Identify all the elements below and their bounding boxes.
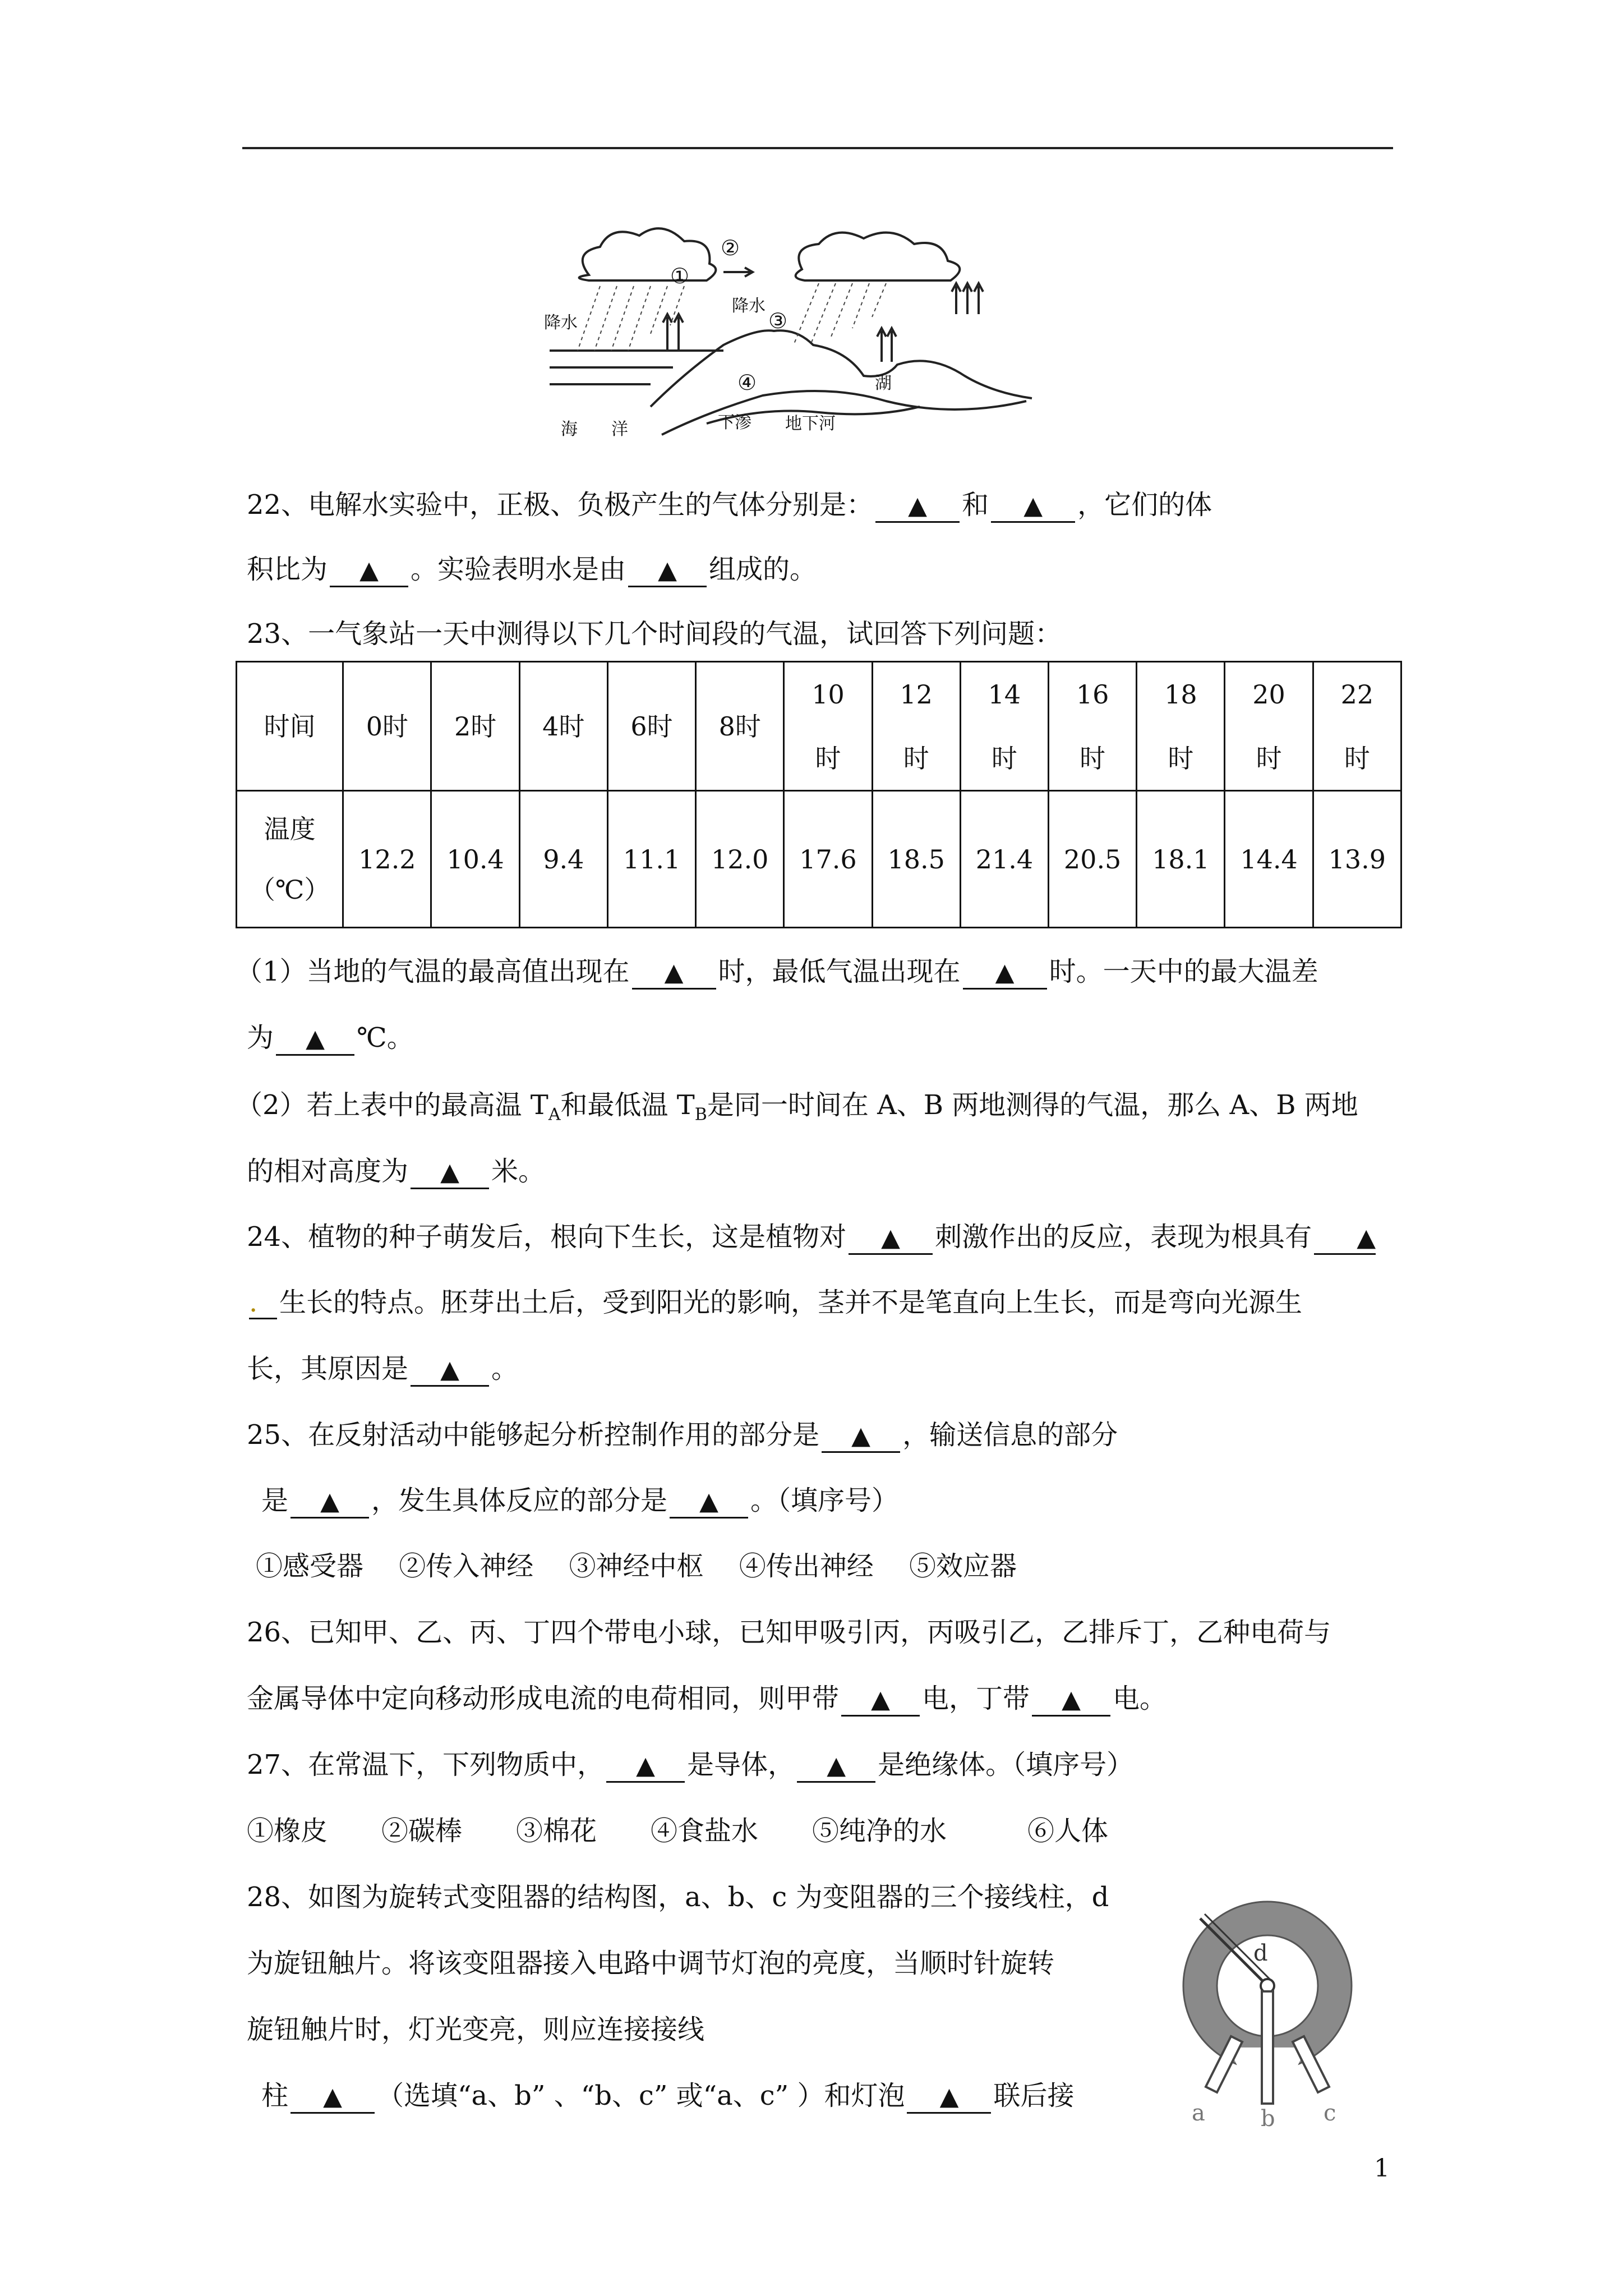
wc-rain-right: 降水 [732, 296, 766, 316]
table-head-time: 时间 [237, 662, 343, 791]
wiper-d-label: d [1253, 1940, 1268, 1966]
table-row-time [237, 662, 1401, 791]
q23-intro: 23、一气象站一天中测得以下几个时间段的气温，试回答下列问题： [247, 618, 1062, 650]
answer-blank[interactable]: ▲ [991, 490, 1075, 523]
answer-blank[interactable]: ▲ [963, 956, 1047, 990]
header-rule [242, 147, 1393, 149]
wc-label-3: ③ [768, 309, 788, 333]
answer-blank[interactable]: ▲ [411, 1156, 489, 1189]
answer-blank-continued[interactable]: . [249, 1287, 277, 1319]
q28-line1: 28、如图为旋转式变阻器的结构图，a、b、c 为变阻器的三个接线柱，d [247, 1881, 1109, 1913]
terminal-c-label: c [1324, 2100, 1336, 2126]
time-cell: 14 时 [960, 662, 1048, 791]
q24-line3: 长，其原因是 ▲ 。 [247, 1352, 518, 1387]
answer-blank[interactable]: ▲ [291, 2081, 375, 2114]
temp-cell: 18.1 [1137, 791, 1225, 928]
q28-line3: 旋钮触片时，灯光变亮，则应连接接线 [247, 2014, 705, 2045]
temp-cell: 20.5 [1049, 791, 1137, 928]
temperature-table [236, 661, 1402, 928]
q28-line4: 柱 ▲ （选填“a、b” 、“b、c” 或“a、c” ）和灯泡 ▲ 联后接 [261, 2079, 1075, 2114]
time-cell: 16 时 [1049, 662, 1137, 791]
temp-cell: 12.2 [343, 791, 431, 928]
q22-line1: 22、电解水实验中，正极、负极产生的气体分别是： ▲ 和 ▲ ，它们的体 [247, 488, 1212, 523]
water-cycle-figure [538, 222, 1043, 468]
q23-p2-line2: 的相对高度为 ▲ 米。 [247, 1154, 545, 1189]
q23-p1-line2: 为 ▲ ℃。 [247, 1021, 414, 1056]
answer-blank[interactable]: ▲ [841, 1683, 920, 1717]
answer-blank[interactable]: ▲ [291, 1485, 369, 1519]
time-cell: 2时 [431, 662, 519, 791]
temp-cell: 9.4 [519, 791, 607, 928]
table-row-temp [237, 791, 1401, 928]
page-number: 1 [1374, 2154, 1390, 2183]
table-head-temp: 温度 （℃） [237, 791, 343, 928]
answer-blank[interactable]: ▲ [276, 1023, 354, 1056]
temp-cell: 11.1 [607, 791, 695, 928]
time-cell: 0时 [343, 662, 431, 791]
answer-blank[interactable]: ▲ [797, 1750, 875, 1783]
terminal-b-label: b [1261, 2106, 1275, 2132]
answer-blank[interactable]: ▲ [411, 1354, 489, 1387]
wc-seep: 下渗 [718, 413, 751, 432]
q27-line1: 27、在常温下，下列物质中， ▲ 是导体， ▲ 是绝缘体。（填序号） [247, 1748, 1133, 1783]
q26-line2: 金属导体中定向移动形成电流的电荷相同，则甲带 ▲ 电，丁带 ▲ 电。 [247, 1682, 1166, 1717]
answer-blank[interactable]: ▲ [907, 2081, 991, 2114]
wc-lake: 湖 [875, 374, 892, 393]
answer-blank[interactable]: ▲ [875, 490, 960, 523]
answer-blank[interactable]: ▲ [606, 1750, 685, 1783]
temp-cell: 10.4 [431, 791, 519, 928]
wc-ocean-1: 海 [561, 420, 578, 439]
wc-ocean-2: 洋 [611, 420, 628, 439]
q28-line2: 为旋钮触片。将该变阻器接入电路中调节灯泡的亮度，当顺时针旋转 [247, 1948, 1055, 1979]
wc-label-4: ④ [737, 370, 757, 395]
q27-options: ①橡皮 ②碳棒 ③棉花 ④食盐水 ⑤纯净的水 ⑥人体 [247, 1815, 1109, 1847]
wc-label-1: ① [670, 264, 690, 288]
temp-cell: 13.9 [1313, 791, 1401, 928]
terminal-a-label: a [1192, 2100, 1205, 2126]
q25-options: ①感受器 ②传入神经 ③神经中枢 ④传出神经 ⑤效应器 [256, 1550, 1017, 1582]
answer-blank[interactable]: ▲ [822, 1420, 900, 1453]
answer-blank[interactable]: ▲ [1032, 1683, 1110, 1717]
time-cell: 10 时 [784, 662, 872, 791]
time-cell: 18 时 [1137, 662, 1225, 791]
q24-line2: . 生长的特点。胚芽出土后，受到阳光的影响，茎并不是笔直向上生长，而是弯向光源生 [249, 1287, 1303, 1318]
time-cell: 4时 [519, 662, 607, 791]
q26-line1: 26、已知甲、乙、丙、丁四个带电小球，已知甲吸引丙，丙吸引乙，乙排斥丁，乙种电荷与 [247, 1617, 1331, 1648]
answer-blank[interactable]: ▲ [670, 1485, 748, 1519]
answer-blank[interactable]: ▲ [330, 554, 408, 587]
q25-line2: 是 ▲ ，发生具体反应的部分是 ▲ 。（填序号） [261, 1484, 898, 1519]
wc-underground-river: 地下河 [785, 414, 836, 434]
q25-line1: 25、在反射活动中能够起分析控制作用的部分是 ▲ ，输送信息的部分 [247, 1418, 1118, 1453]
q22-line2: 积比为 ▲ 。实验表明水是由 ▲ 组成的。 [247, 553, 817, 587]
answer-blank[interactable]: ▲ [1314, 1222, 1376, 1255]
answer-blank[interactable]: ▲ [849, 1222, 933, 1255]
temp-cell: 21.4 [960, 791, 1048, 928]
temp-cell: 14.4 [1225, 791, 1313, 928]
time-cell: 8时 [696, 662, 784, 791]
temp-cell: 18.5 [872, 791, 960, 928]
temp-cell: 12.0 [696, 791, 784, 928]
wc-rain-left: 降水 [544, 313, 578, 333]
temp-cell: 17.6 [784, 791, 872, 928]
rotary-rheostat-figure [1144, 1896, 1380, 2132]
time-cell: 12 时 [872, 662, 960, 791]
answer-blank[interactable]: ▲ [628, 554, 707, 587]
q23-p2-line1: （2）若上表中的最高温 $T_A$和最低温 $T_B$是同一时间在 A、B 两地测得的气温，那么 A、B 两地 [236, 1089, 1358, 1125]
time-cell: 22 时 [1313, 662, 1401, 791]
q24-line1: 24、植物的种子萌发后，根向下生长，这是植物对 ▲ 刺激作出的反应，表现为根具有 ▲ [247, 1220, 1378, 1255]
answer-blank[interactable]: ▲ [632, 956, 716, 990]
wc-label-2: ② [721, 236, 740, 260]
time-cell: 6时 [607, 662, 695, 791]
time-cell: 20 时 [1225, 662, 1313, 791]
q23-p1-line1: （1）当地的气温的最高值出现在 ▲ 时，最低气温出现在 ▲ 时。一天中的最大温差 [236, 955, 1318, 990]
